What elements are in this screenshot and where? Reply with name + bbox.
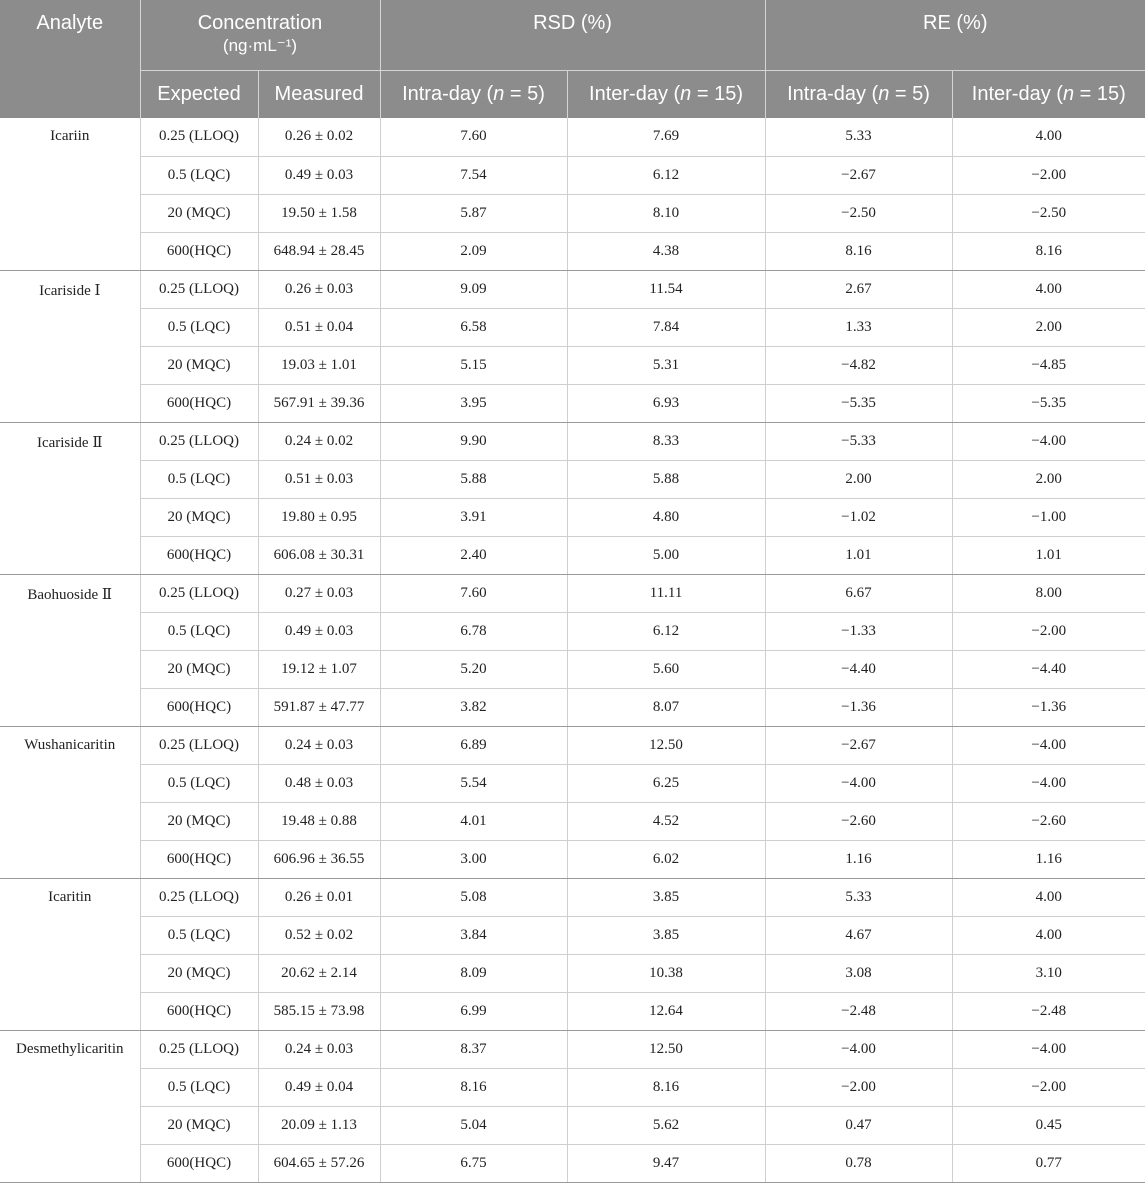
- table-row: [0, 422, 1145, 460]
- rsd-intra-cell: 8.16: [380, 1068, 567, 1106]
- re-inter-cell: 4.00: [952, 118, 1145, 156]
- header-re-inter-n: n: [1062, 83, 1075, 106]
- rsd-inter-cell: 6.93: [567, 384, 765, 422]
- expected-cell: 0.25 (LLOQ): [140, 574, 258, 612]
- expected-cell: 0.25 (LLOQ): [140, 270, 258, 308]
- rsd-intra-cell: 9.09: [380, 270, 567, 308]
- measured-cell: 606.96 ± 36.55: [258, 840, 380, 878]
- measured-cell: 0.26 ± 0.02: [258, 118, 380, 156]
- re-inter-cell: 8.16: [952, 232, 1145, 270]
- rsd-inter-cell: 11.54: [567, 270, 765, 308]
- header-analyte: Analyte: [0, 0, 140, 118]
- header-re: RE (%): [765, 0, 1145, 70]
- analyte-cell: Desmethylicaritin: [0, 1030, 140, 1182]
- re-inter-cell: −2.60: [952, 802, 1145, 840]
- rsd-intra-cell: 7.60: [380, 118, 567, 156]
- re-intra-cell: −2.67: [765, 726, 952, 764]
- rsd-intra-cell: 5.87: [380, 194, 567, 232]
- expected-cell: 20 (MQC): [140, 954, 258, 992]
- rsd-inter-cell: 5.60: [567, 650, 765, 688]
- re-intra-cell: 2.67: [765, 270, 952, 308]
- header-rsd-intra-suffix: = 5): [504, 83, 545, 106]
- expected-cell: 0.5 (LQC): [140, 612, 258, 650]
- measured-cell: 0.24 ± 0.03: [258, 1030, 380, 1068]
- re-inter-cell: 1.16: [952, 840, 1145, 878]
- table-row: [0, 1030, 1145, 1068]
- re-intra-cell: 4.67: [765, 916, 952, 954]
- table-row: [0, 1144, 1145, 1182]
- re-intra-cell: −4.82: [765, 346, 952, 384]
- table-row: [0, 308, 1145, 346]
- re-intra-cell: −1.33: [765, 612, 952, 650]
- re-inter-cell: −4.00: [952, 1030, 1145, 1068]
- rsd-intra-cell: 6.78: [380, 612, 567, 650]
- re-inter-cell: −2.00: [952, 156, 1145, 194]
- table-row: [0, 270, 1145, 308]
- expected-cell: 0.25 (LLOQ): [140, 118, 258, 156]
- table-row: [0, 156, 1145, 194]
- measured-cell: 19.03 ± 1.01: [258, 346, 380, 384]
- rsd-inter-cell: 5.31: [567, 346, 765, 384]
- measured-cell: 591.87 ± 47.77: [258, 688, 380, 726]
- re-inter-cell: −1.00: [952, 498, 1145, 536]
- expected-cell: 600(HQC): [140, 536, 258, 574]
- measured-cell: 0.26 ± 0.03: [258, 270, 380, 308]
- table-row: [0, 612, 1145, 650]
- rsd-inter-cell: 12.64: [567, 992, 765, 1030]
- rsd-intra-cell: 3.91: [380, 498, 567, 536]
- expected-cell: 0.25 (LLOQ): [140, 1030, 258, 1068]
- re-intra-cell: 0.47: [765, 1106, 952, 1144]
- re-intra-cell: −5.35: [765, 384, 952, 422]
- rsd-intra-cell: 2.40: [380, 536, 567, 574]
- header-rsd-intra-prefix: Intra-day (: [402, 83, 494, 106]
- re-inter-cell: −4.00: [952, 422, 1145, 460]
- re-inter-cell: −4.00: [952, 764, 1145, 802]
- rsd-inter-cell: 5.62: [567, 1106, 765, 1144]
- re-intra-cell: 3.08: [765, 954, 952, 992]
- rsd-inter-cell: 10.38: [567, 954, 765, 992]
- table-row: [0, 1106, 1145, 1144]
- rsd-inter-cell: 12.50: [567, 726, 765, 764]
- re-intra-cell: −2.48: [765, 992, 952, 1030]
- rsd-intra-cell: 6.58: [380, 308, 567, 346]
- measured-cell: 0.48 ± 0.03: [258, 764, 380, 802]
- measured-cell: 0.24 ± 0.03: [258, 726, 380, 764]
- rsd-intra-cell: 5.15: [380, 346, 567, 384]
- measured-cell: 604.65 ± 57.26: [258, 1144, 380, 1182]
- analyte-cell: Icariin: [0, 118, 140, 270]
- rsd-intra-cell: 5.88: [380, 460, 567, 498]
- rsd-inter-cell: 6.02: [567, 840, 765, 878]
- header-concentration-unit: (ng·mL⁻¹): [222, 36, 298, 55]
- expected-cell: 600(HQC): [140, 384, 258, 422]
- header-re-intra-n: n: [878, 83, 890, 106]
- header-rsd-intra-n: n: [493, 83, 505, 106]
- header-re-inter-day: [952, 70, 1145, 118]
- rsd-inter-cell: 8.16: [567, 1068, 765, 1106]
- rsd-intra-cell: 7.54: [380, 156, 567, 194]
- re-inter-cell: 0.77: [952, 1144, 1145, 1182]
- re-intra-cell: −2.67: [765, 156, 952, 194]
- re-intra-cell: 8.16: [765, 232, 952, 270]
- re-inter-cell: −2.48: [952, 992, 1145, 1030]
- expected-cell: 20 (MQC): [140, 194, 258, 232]
- table-row: [0, 688, 1145, 726]
- expected-cell: 600(HQC): [140, 232, 258, 270]
- expected-cell: 20 (MQC): [140, 650, 258, 688]
- rsd-inter-cell: 6.12: [567, 612, 765, 650]
- expected-cell: 0.25 (LLOQ): [140, 726, 258, 764]
- rsd-inter-cell: 3.85: [567, 878, 765, 916]
- table-row: [0, 954, 1145, 992]
- re-inter-cell: −1.36: [952, 688, 1145, 726]
- rsd-intra-cell: 3.95: [380, 384, 567, 422]
- analyte-cell: Icaritin: [0, 878, 140, 1030]
- analyte-cell: Baohuoside Ⅱ: [0, 574, 140, 726]
- measured-cell: 0.49 ± 0.03: [258, 156, 380, 194]
- measured-cell: 0.51 ± 0.04: [258, 308, 380, 346]
- expected-cell: 20 (MQC): [140, 346, 258, 384]
- rsd-intra-cell: 4.01: [380, 802, 567, 840]
- table-row: [0, 384, 1145, 422]
- header-expected: Expected: [140, 70, 258, 118]
- expected-cell: 600(HQC): [140, 840, 258, 878]
- analyte-cell: Wushanicaritin: [0, 726, 140, 878]
- re-intra-cell: 1.16: [765, 840, 952, 878]
- header-re-intra-suffix: = 5): [889, 83, 930, 106]
- table-row: [0, 878, 1145, 916]
- header-rsd-inter-suffix: = 15): [691, 83, 743, 106]
- expected-cell: 0.5 (LQC): [140, 156, 258, 194]
- measured-cell: 20.09 ± 1.13: [258, 1106, 380, 1144]
- expected-cell: 20 (MQC): [140, 1106, 258, 1144]
- expected-cell: 0.25 (LLOQ): [140, 422, 258, 460]
- expected-cell: 0.25 (LLOQ): [140, 878, 258, 916]
- re-intra-cell: −2.60: [765, 802, 952, 840]
- re-intra-cell: 1.01: [765, 536, 952, 574]
- expected-cell: 20 (MQC): [140, 498, 258, 536]
- table-row: [0, 1068, 1145, 1106]
- rsd-intra-cell: 2.09: [380, 232, 567, 270]
- rsd-inter-cell: 4.38: [567, 232, 765, 270]
- re-inter-cell: −4.85: [952, 346, 1145, 384]
- re-intra-cell: 2.00: [765, 460, 952, 498]
- re-inter-cell: 3.10: [952, 954, 1145, 992]
- rsd-inter-cell: 6.12: [567, 156, 765, 194]
- rsd-inter-cell: 4.52: [567, 802, 765, 840]
- measured-cell: 648.94 ± 28.45: [258, 232, 380, 270]
- measured-cell: 19.50 ± 1.58: [258, 194, 380, 232]
- rsd-intra-cell: 5.54: [380, 764, 567, 802]
- measured-cell: 19.48 ± 0.88: [258, 802, 380, 840]
- table-row: [0, 460, 1145, 498]
- re-intra-cell: −2.50: [765, 194, 952, 232]
- header-concentration: [140, 0, 380, 70]
- rsd-intra-cell: 9.90: [380, 422, 567, 460]
- expected-cell: 0.5 (LQC): [140, 916, 258, 954]
- rsd-inter-cell: 11.11: [567, 574, 765, 612]
- measured-cell: 567.91 ± 39.36: [258, 384, 380, 422]
- measured-cell: 0.24 ± 0.02: [258, 422, 380, 460]
- re-intra-cell: −4.40: [765, 650, 952, 688]
- re-inter-cell: −2.00: [952, 612, 1145, 650]
- measured-cell: 0.27 ± 0.03: [258, 574, 380, 612]
- measured-cell: 0.52 ± 0.02: [258, 916, 380, 954]
- expected-cell: 600(HQC): [140, 992, 258, 1030]
- table-header: [0, 0, 1145, 118]
- measured-cell: 585.15 ± 73.98: [258, 992, 380, 1030]
- expected-cell: 0.5 (LQC): [140, 460, 258, 498]
- rsd-intra-cell: 5.20: [380, 650, 567, 688]
- rsd-inter-cell: 8.07: [567, 688, 765, 726]
- expected-cell: 20 (MQC): [140, 802, 258, 840]
- header-concentration-label: Concentration: [197, 12, 323, 34]
- analyte-cell: Icariside Ⅰ: [0, 270, 140, 422]
- header-re-intra-day: [765, 70, 952, 118]
- re-inter-cell: 1.01: [952, 536, 1145, 574]
- header-rsd-inter-prefix: Inter-day (: [589, 83, 681, 106]
- re-inter-cell: 8.00: [952, 574, 1145, 612]
- rsd-inter-cell: 9.47: [567, 1144, 765, 1182]
- rsd-intra-cell: 6.99: [380, 992, 567, 1030]
- header-rsd-intra-day: [380, 70, 567, 118]
- rsd-intra-cell: 8.09: [380, 954, 567, 992]
- header-rsd-inter-n: n: [680, 83, 692, 106]
- measured-cell: 0.26 ± 0.01: [258, 878, 380, 916]
- measured-cell: 20.62 ± 2.14: [258, 954, 380, 992]
- re-inter-cell: −5.35: [952, 384, 1145, 422]
- measured-cell: 0.51 ± 0.03: [258, 460, 380, 498]
- table-row: [0, 916, 1145, 954]
- table-row: [0, 536, 1145, 574]
- re-intra-cell: 0.78: [765, 1144, 952, 1182]
- rsd-intra-cell: 6.75: [380, 1144, 567, 1182]
- header-rsd-inter-day: [567, 70, 765, 118]
- rsd-intra-cell: 8.37: [380, 1030, 567, 1068]
- re-inter-cell: −4.00: [952, 726, 1145, 764]
- re-inter-cell: −4.40: [952, 650, 1145, 688]
- table-row: [0, 650, 1145, 688]
- rsd-intra-cell: 6.89: [380, 726, 567, 764]
- rsd-intra-cell: 5.04: [380, 1106, 567, 1144]
- expected-cell: 0.5 (LQC): [140, 1068, 258, 1106]
- re-inter-cell: 0.45: [952, 1106, 1145, 1144]
- measured-cell: 0.49 ± 0.03: [258, 612, 380, 650]
- re-inter-cell: 4.00: [952, 878, 1145, 916]
- rsd-inter-cell: 7.84: [567, 308, 765, 346]
- measured-cell: 19.12 ± 1.07: [258, 650, 380, 688]
- re-inter-cell: 2.00: [952, 308, 1145, 346]
- table-row: [0, 840, 1145, 878]
- analyte-cell: Icariside Ⅱ: [0, 422, 140, 574]
- header-measured: Measured: [258, 70, 380, 118]
- table-row: [0, 346, 1145, 384]
- rsd-inter-cell: 7.69: [567, 118, 765, 156]
- rsd-inter-cell: 12.50: [567, 1030, 765, 1068]
- re-intra-cell: 1.33: [765, 308, 952, 346]
- re-intra-cell: −2.00: [765, 1068, 952, 1106]
- re-inter-cell: 4.00: [952, 916, 1145, 954]
- rsd-inter-cell: 8.33: [567, 422, 765, 460]
- re-intra-cell: −4.00: [765, 764, 952, 802]
- table-row: [0, 194, 1145, 232]
- table-row: [0, 992, 1145, 1030]
- rsd-inter-cell: 3.85: [567, 916, 765, 954]
- rsd-inter-cell: 6.25: [567, 764, 765, 802]
- re-intra-cell: −1.36: [765, 688, 952, 726]
- re-intra-cell: −4.00: [765, 1030, 952, 1068]
- expected-cell: 600(HQC): [140, 1144, 258, 1182]
- table-row: [0, 764, 1145, 802]
- rsd-intra-cell: 7.60: [380, 574, 567, 612]
- table-body: [0, 118, 1145, 1182]
- measured-cell: 19.80 ± 0.95: [258, 498, 380, 536]
- expected-cell: 0.5 (LQC): [140, 308, 258, 346]
- header-re-inter-prefix: Inter-day (: [971, 83, 1063, 106]
- re-intra-cell: 5.33: [765, 878, 952, 916]
- expected-cell: 600(HQC): [140, 688, 258, 726]
- re-inter-cell: 4.00: [952, 270, 1145, 308]
- table-row: [0, 232, 1145, 270]
- rsd-inter-cell: 5.00: [567, 536, 765, 574]
- rsd-intra-cell: 5.08: [380, 878, 567, 916]
- table-row: [0, 118, 1145, 156]
- re-intra-cell: 5.33: [765, 118, 952, 156]
- expected-cell: 0.5 (LQC): [140, 764, 258, 802]
- rsd-intra-cell: 3.82: [380, 688, 567, 726]
- rsd-inter-cell: 4.80: [567, 498, 765, 536]
- re-intra-cell: −1.02: [765, 498, 952, 536]
- measured-cell: 0.49 ± 0.04: [258, 1068, 380, 1106]
- re-inter-cell: −2.00: [952, 1068, 1145, 1106]
- rsd-inter-cell: 5.88: [567, 460, 765, 498]
- re-intra-cell: 6.67: [765, 574, 952, 612]
- rsd-intra-cell: 3.84: [380, 916, 567, 954]
- rsd-inter-cell: 8.10: [567, 194, 765, 232]
- re-intra-cell: −5.33: [765, 422, 952, 460]
- header-rsd: RSD (%): [380, 0, 765, 70]
- table-row: [0, 802, 1145, 840]
- table-row: [0, 498, 1145, 536]
- table-row: [0, 726, 1145, 764]
- header-re-intra-prefix: Intra-day (: [787, 83, 879, 106]
- re-inter-cell: −2.50: [952, 194, 1145, 232]
- re-inter-cell: 2.00: [952, 460, 1145, 498]
- rsd-intra-cell: 3.00: [380, 840, 567, 878]
- measured-cell: 606.08 ± 30.31: [258, 536, 380, 574]
- table-row: [0, 574, 1145, 612]
- header-re-inter-suffix: = 15): [1074, 83, 1126, 106]
